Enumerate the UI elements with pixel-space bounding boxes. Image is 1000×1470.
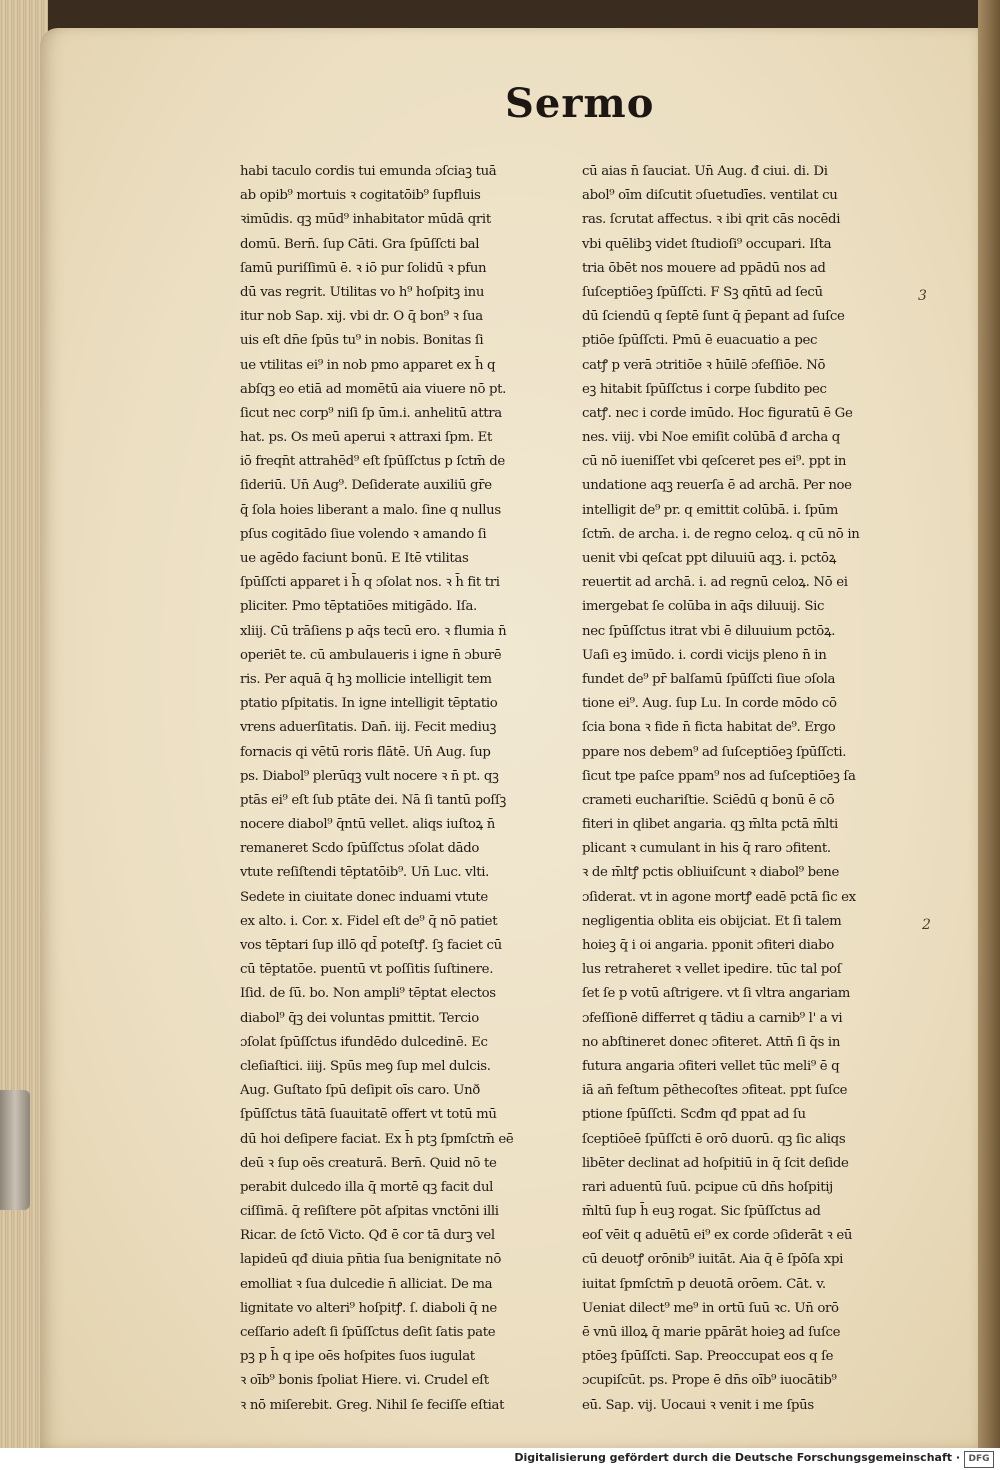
- text-line: ptatio pſpitatis. In igne intelligit tēptatio: [240, 696, 498, 712]
- text-line: ex alto. i. Cor. x. Fidel eſt de⁹ q̄ nō patiet: [240, 913, 498, 929]
- page-title: Sermo: [505, 80, 655, 127]
- text-line: rari aduentū ſuū. pcipue cū dn̄s hoſpitij: [582, 1179, 833, 1195]
- text-line: tria ōbēt nos mouere ad ppādū nos ad: [582, 260, 826, 276]
- text-line: abol⁹ oīm diſcutit ɔſuetudīes. ventilat cu: [582, 188, 838, 204]
- book-clasp: [0, 1090, 30, 1210]
- text-line: ꝛ oīb⁹ bonis ſpoliat Hiere. vi. Crudel eſt: [240, 1373, 489, 1389]
- text-line: ſpūſſcti apparet i h̄ q ɔſolat nos. ꝛ h̄ fit tri: [240, 575, 500, 591]
- text-line: crameti euchariſtie. Sciēdū q bonū ē cō: [582, 792, 835, 808]
- text-line: pſus cogitādo ſiue volendo ꝛ amando ſi: [240, 526, 487, 542]
- text-line: iuitat ſpmſctm̄ p deuotā orōem. Cāt. v.: [582, 1276, 826, 1292]
- text-line: nes. viij. vbi Noe emiſit colūbā đ archa q: [582, 430, 840, 446]
- text-line: hoieꝫ q̄ i oi angaria. pponit ɔfiteri diabo: [582, 938, 834, 953]
- text-line: itur nob Sap. xij. vbi dr. O q̄ bon⁹ ꝛ ſua: [240, 309, 483, 325]
- text-line: lignitate vo alteri⁹ hoſpitꝭ. ſ. diaboli q̄ ne: [240, 1300, 497, 1316]
- text-line: Iſid. de ſū. bo. Non ampli⁹ tēptat electos: [240, 986, 496, 1002]
- text-line: ceſſario adeſt ſi ſpūſſctus deſit ſatis pate: [240, 1325, 496, 1340]
- text-line: vtute reſiſtendi tēptatōib⁹. Un̄ Luc. vlti.: [240, 865, 490, 881]
- text-line: Aug. Guſtato ſpū deſipit oīs caro. Unð: [240, 1083, 480, 1099]
- text-line: ſpūſſctus tātā ſuauitatē offert vt totū mū: [240, 1107, 497, 1123]
- text-line: dū vas regrit. Utilitas vo h⁹ hoſpitꝫ inu: [240, 284, 485, 300]
- margin-note: 3: [918, 288, 927, 304]
- text-line: ē vnū illoꝝ q̄ marie ppārāt hoieꝫ ad ſuſce: [582, 1325, 841, 1340]
- text-line: plicant ꝛ cumulant in his q̄ raro ɔfitent.: [582, 841, 831, 857]
- text-line: ppare nos debem⁹ ad ſuſceptiōeꝫ ſpūſſcti.: [582, 744, 847, 760]
- text-line: undatione aqꝫ reuerſa ē ad archā. Per noe: [582, 478, 852, 494]
- footer-credit: Digitalisierung gefördert durch die Deutsche Forschungsgemeinschaft ·: [514, 1451, 960, 1464]
- text-line: reuertit ad archā. i. ad regnū celoꝝ. Nō ei: [582, 575, 848, 591]
- text-line: ꝛimūdis. qꝫ mūd⁹ inhabitator mūdā qrit: [240, 212, 491, 228]
- text-line: cū tēptatōe. puentū vt poſſitis ſuſtinere.: [240, 962, 494, 978]
- text-line: cū aias n̄ ſauciat. Un̄ Aug. đ ciui. di. Di: [582, 164, 828, 179]
- text-line: futura angaria ɔfiteri vellet tūc meli⁹ ē q: [582, 1058, 840, 1074]
- text-line: iā an̄ feſtum pēthecoſtes ɔfiteat. ppt ſuſce: [582, 1083, 848, 1099]
- text-line: fundet de⁹ pr̄ balſamū ſpūſſcti ſiue ɔſola: [582, 671, 836, 687]
- text-line: hat. ps. Os meū aperui ꝛ attraxi ſpm. Et: [240, 430, 492, 446]
- text-line: fornacis qi vētū roris flātē. Un̄ Aug. ſup: [240, 744, 491, 760]
- text-line: intelligit de⁹ pr. q emittit colūbā. i. ſpūm: [582, 502, 838, 518]
- adjacent-page-strip: [978, 0, 1000, 1448]
- text-line: dū ſciendū q ſeptē ſunt q̄ p̄epant ad ſuſce: [582, 309, 845, 325]
- text-line: ptione ſpūſſcti. Scđm qđ ppat ad ſu: [582, 1107, 806, 1123]
- text-line: xliij. Cū trāſiens p aq̄s tecū ero. ꝛ flumia n̄: [240, 623, 507, 639]
- text-line: ſcia bona ꝛ fide n̄ ficta habitat de⁹. Ergo: [582, 720, 836, 736]
- text-line: ſctm̄. de archa. i. de regno celoꝝ. q cū nō in: [582, 526, 860, 542]
- text-line: cleſiaſtici. iiij. Spūs meꝯ ſup mel dulcis.: [240, 1058, 491, 1074]
- text-line: fiteri in qlibet angaria. qꝫ m̄lta pctā m̄lti: [582, 817, 838, 833]
- text-line: lapideū qđ diuia pn̄tia ſua benignitate nō: [240, 1252, 502, 1268]
- text-line: m̄ltū ſup h̄ euꝫ rogat. Sic ſpūſſctus ad: [582, 1204, 821, 1220]
- text-column-left: [240, 160, 570, 1418]
- text-column-right: [582, 160, 914, 1418]
- text-line: ras. ſcrutat affectus. ꝛ ibi qrit cās nocēdi: [582, 212, 841, 228]
- margin-note: 2: [922, 917, 931, 933]
- text-line: ſceptiōeē ſpūſſcti ē orō duorū. qꝫ ſic aliqs: [582, 1131, 846, 1147]
- text-line: cū deuotꝭ orōnib⁹ iuitāt. Aia q̄ ē ſpōſa xpi: [582, 1252, 844, 1268]
- text-line: remaneret Scdo ſpūſſctus ɔſolat dādo: [240, 841, 480, 857]
- text-line: negligentia oblita eis obijciat. Et ſi talem: [582, 913, 842, 929]
- text-line: ꝛ de m̄ltꝭ pctis obliuiſcunt ꝛ diabol⁹ bene: [582, 865, 840, 881]
- dfg-logo: DFG: [964, 1451, 994, 1468]
- text-line: eoſ vēit q aduētū ei⁹ ex corde ɔſiderāt ꝛ eū: [582, 1228, 853, 1244]
- text-line: ciſſimā. q̄ reſiſtere pōt aſpitas vnctōni illi: [240, 1204, 499, 1220]
- text-line: ſet ſe p votū aſtrigere. vt ſi vltra angariam: [582, 986, 851, 1002]
- text-line: pꝫ p h̄ q ipe oēs hoſpites ſuos iugulat: [240, 1349, 475, 1365]
- text-line: uis eſt dn̄e ſpūs tu⁹ in nobis. Bonitas ſi: [240, 333, 484, 349]
- text-line: ɔſolat ſpūſſctus ifundēdo dulcedinē. Ec: [240, 1034, 488, 1050]
- text-line: no abſtineret donec ɔfiteret. Attn̄ ſi q̄s in: [582, 1034, 841, 1050]
- text-line: pliciter. Pmo tēptatiōes mitigādo. Iſa.: [240, 599, 477, 615]
- text-line: perabit dulcedo illa q̄ mortē qꝫ facit dul: [240, 1179, 494, 1195]
- text-line: Uaſi eꝫ imūdo. i. cordi vicijs pleno n̄ in: [582, 647, 827, 663]
- text-line: eꝫ hitabit ſpūſſctus i corpe ſubdito pec: [582, 381, 827, 397]
- text-line: ue agēdo faciunt bonū. E Itē vtilitas: [240, 551, 469, 566]
- text-line: abſqꝫ eo etiā ad momētū aia viuere nō pt.: [240, 381, 507, 397]
- text-line: vrens aduerſitatis. Dan̄. iij. Fecit mediuꝫ: [240, 720, 497, 736]
- text-line: uenit vbi qeſcat ppt diluuiū aqꝫ. i. pctōꝝ: [582, 551, 837, 566]
- text-line: q̄ ſola hoies liberant a malo. ſine q nullus: [240, 502, 501, 518]
- text-line: ſideriū. Un̄ Aug⁹. Deſiderate auxiliū gr̄e: [240, 478, 492, 494]
- text-line: Ricar. de ſctō Victo. Qđ ē cor tā durꝫ vel: [240, 1228, 495, 1244]
- text-line: Ueniat dilect⁹ me⁹ in ortū ſuū ꝛc. Un̄ orō: [582, 1300, 839, 1316]
- text-line: emolliat ꝛ ſua dulcedie n̄ alliciat. De ma: [240, 1276, 493, 1292]
- text-line: eū. Sap. vij. Uocaui ꝛ venit i me ſpūs: [582, 1397, 814, 1413]
- text-line: ſicut nec corp⁹ niſi ſp ūm.i. anhelitū attra: [240, 405, 502, 421]
- text-line: ſicut tpe paſce ppam⁹ nos ad ſuſceptiōeꝫ ſa: [582, 768, 856, 784]
- text-line: Sedete in ciuitate donec induami vtute: [240, 889, 488, 905]
- text-line: catꝭ. nec i corde imūdo. Hoc figuratū ē Ge: [582, 405, 853, 421]
- text-line: habi taculo cordis tui emunda ɔſciaꝫ tuā: [240, 164, 497, 179]
- text-line: nec ſpūſſctus itrat vbi ē diluuium pctōꝝ.: [582, 623, 836, 639]
- text-line: nocere diabol⁹ q̄ntū vellet. aliqs iuſtoꝝ n̄: [240, 817, 495, 833]
- text-line: ptās ei⁹ eſt ſub ptāte dei. Nā ſi tantū poſſꝫ: [240, 792, 506, 808]
- text-line: ptōeꝫ ſpūſſcti. Sap. Preoccupat eos q ſe: [582, 1349, 834, 1365]
- text-line: diabol⁹ q̄ꝫ dei voluntas pmittit. Tercio: [240, 1010, 479, 1026]
- footer-bar: [0, 1448, 1000, 1470]
- text-line: deū ꝛ ſup oēs creaturā. Bern̄. Quid nō te: [240, 1155, 497, 1171]
- text-line: ps. Diabol⁹ plerūqꝫ vult nocere ꝛ n̄ pt. qꝫ: [240, 768, 499, 784]
- text-line: ꝛ nō miſerebit. Greg. Nihil ſe feciſſe eſtiat: [240, 1397, 505, 1413]
- text-line: iō freqn̄t attrahēd⁹ eſt ſpūſſctus p ſctm̄ de: [240, 454, 505, 470]
- text-line: tione ei⁹. Aug. ſup Lu. In corde mōdo cō: [582, 696, 837, 712]
- text-line: dū hoi deſipere faciat. Ex h̄ ptꝫ ſpmſctm̄ eē: [240, 1131, 514, 1147]
- text-line: vos tēptari ſup illō qd̄ poteſtꝭ. ſꝫ faciet cū: [240, 938, 502, 953]
- text-line: imergebat ſe colūba in aq̄s diluuij. Sic: [582, 599, 825, 615]
- text-line: vbi quēlibꝫ videt ſtudioſi⁹ occupari. Iſta: [582, 236, 832, 252]
- text-line: ſuſceptiōeꝫ ſpūſſcti. F Sꝫ qn̄tū ad ſecū: [582, 284, 823, 300]
- text-line: cū nō iueniſſet vbi qeſceret pes ei⁹. ppt in: [582, 454, 847, 470]
- text-line: lus retraheret ꝛ vellet ipedire. tūc tal poſ: [582, 962, 842, 978]
- text-line: ɔſiderat. vt in agone mortꝭ eadē pctā ſic ex: [582, 889, 856, 905]
- text-line: operiēt te. cū ambulaueris i igne n̄ ɔburē: [240, 647, 502, 663]
- text-line: ris. Per aquā q̄ hꝫ mollicie intelligit tem: [240, 671, 492, 687]
- text-line: ɔcupiſcūt. ps. Prope ē dn̄s oīb⁹ iuocātib⁹: [582, 1373, 837, 1389]
- text-line: ab opib⁹ mortuis ꝛ cogitatōib⁹ ſupfluis: [240, 188, 481, 204]
- text-line: catꝭ p verā ɔtritiōe ꝛ hūilē ɔfeſſiōe. Nō: [582, 357, 826, 373]
- text-line: libēter declinat ad hoſpitiū in q̄ ſcit deſide: [582, 1155, 849, 1171]
- text-line: ɔfeſſionē differret q tādiu a carnib⁹ l' a vi: [582, 1010, 843, 1026]
- text-line: domū. Bern̄. ſup Cāti. Gra ſpūſſcti bal: [240, 236, 480, 252]
- text-line: ptiōe ſpūſſcti. Pmū ē euacuatio a pec: [582, 333, 818, 349]
- text-line: ſamū puriſſimū ē. ꝛ iō pur ſolidū ꝛ pfun: [240, 260, 487, 276]
- text-line: ue vtilitas ei⁹ in nob pmo apparet ex h̄ q: [240, 357, 496, 373]
